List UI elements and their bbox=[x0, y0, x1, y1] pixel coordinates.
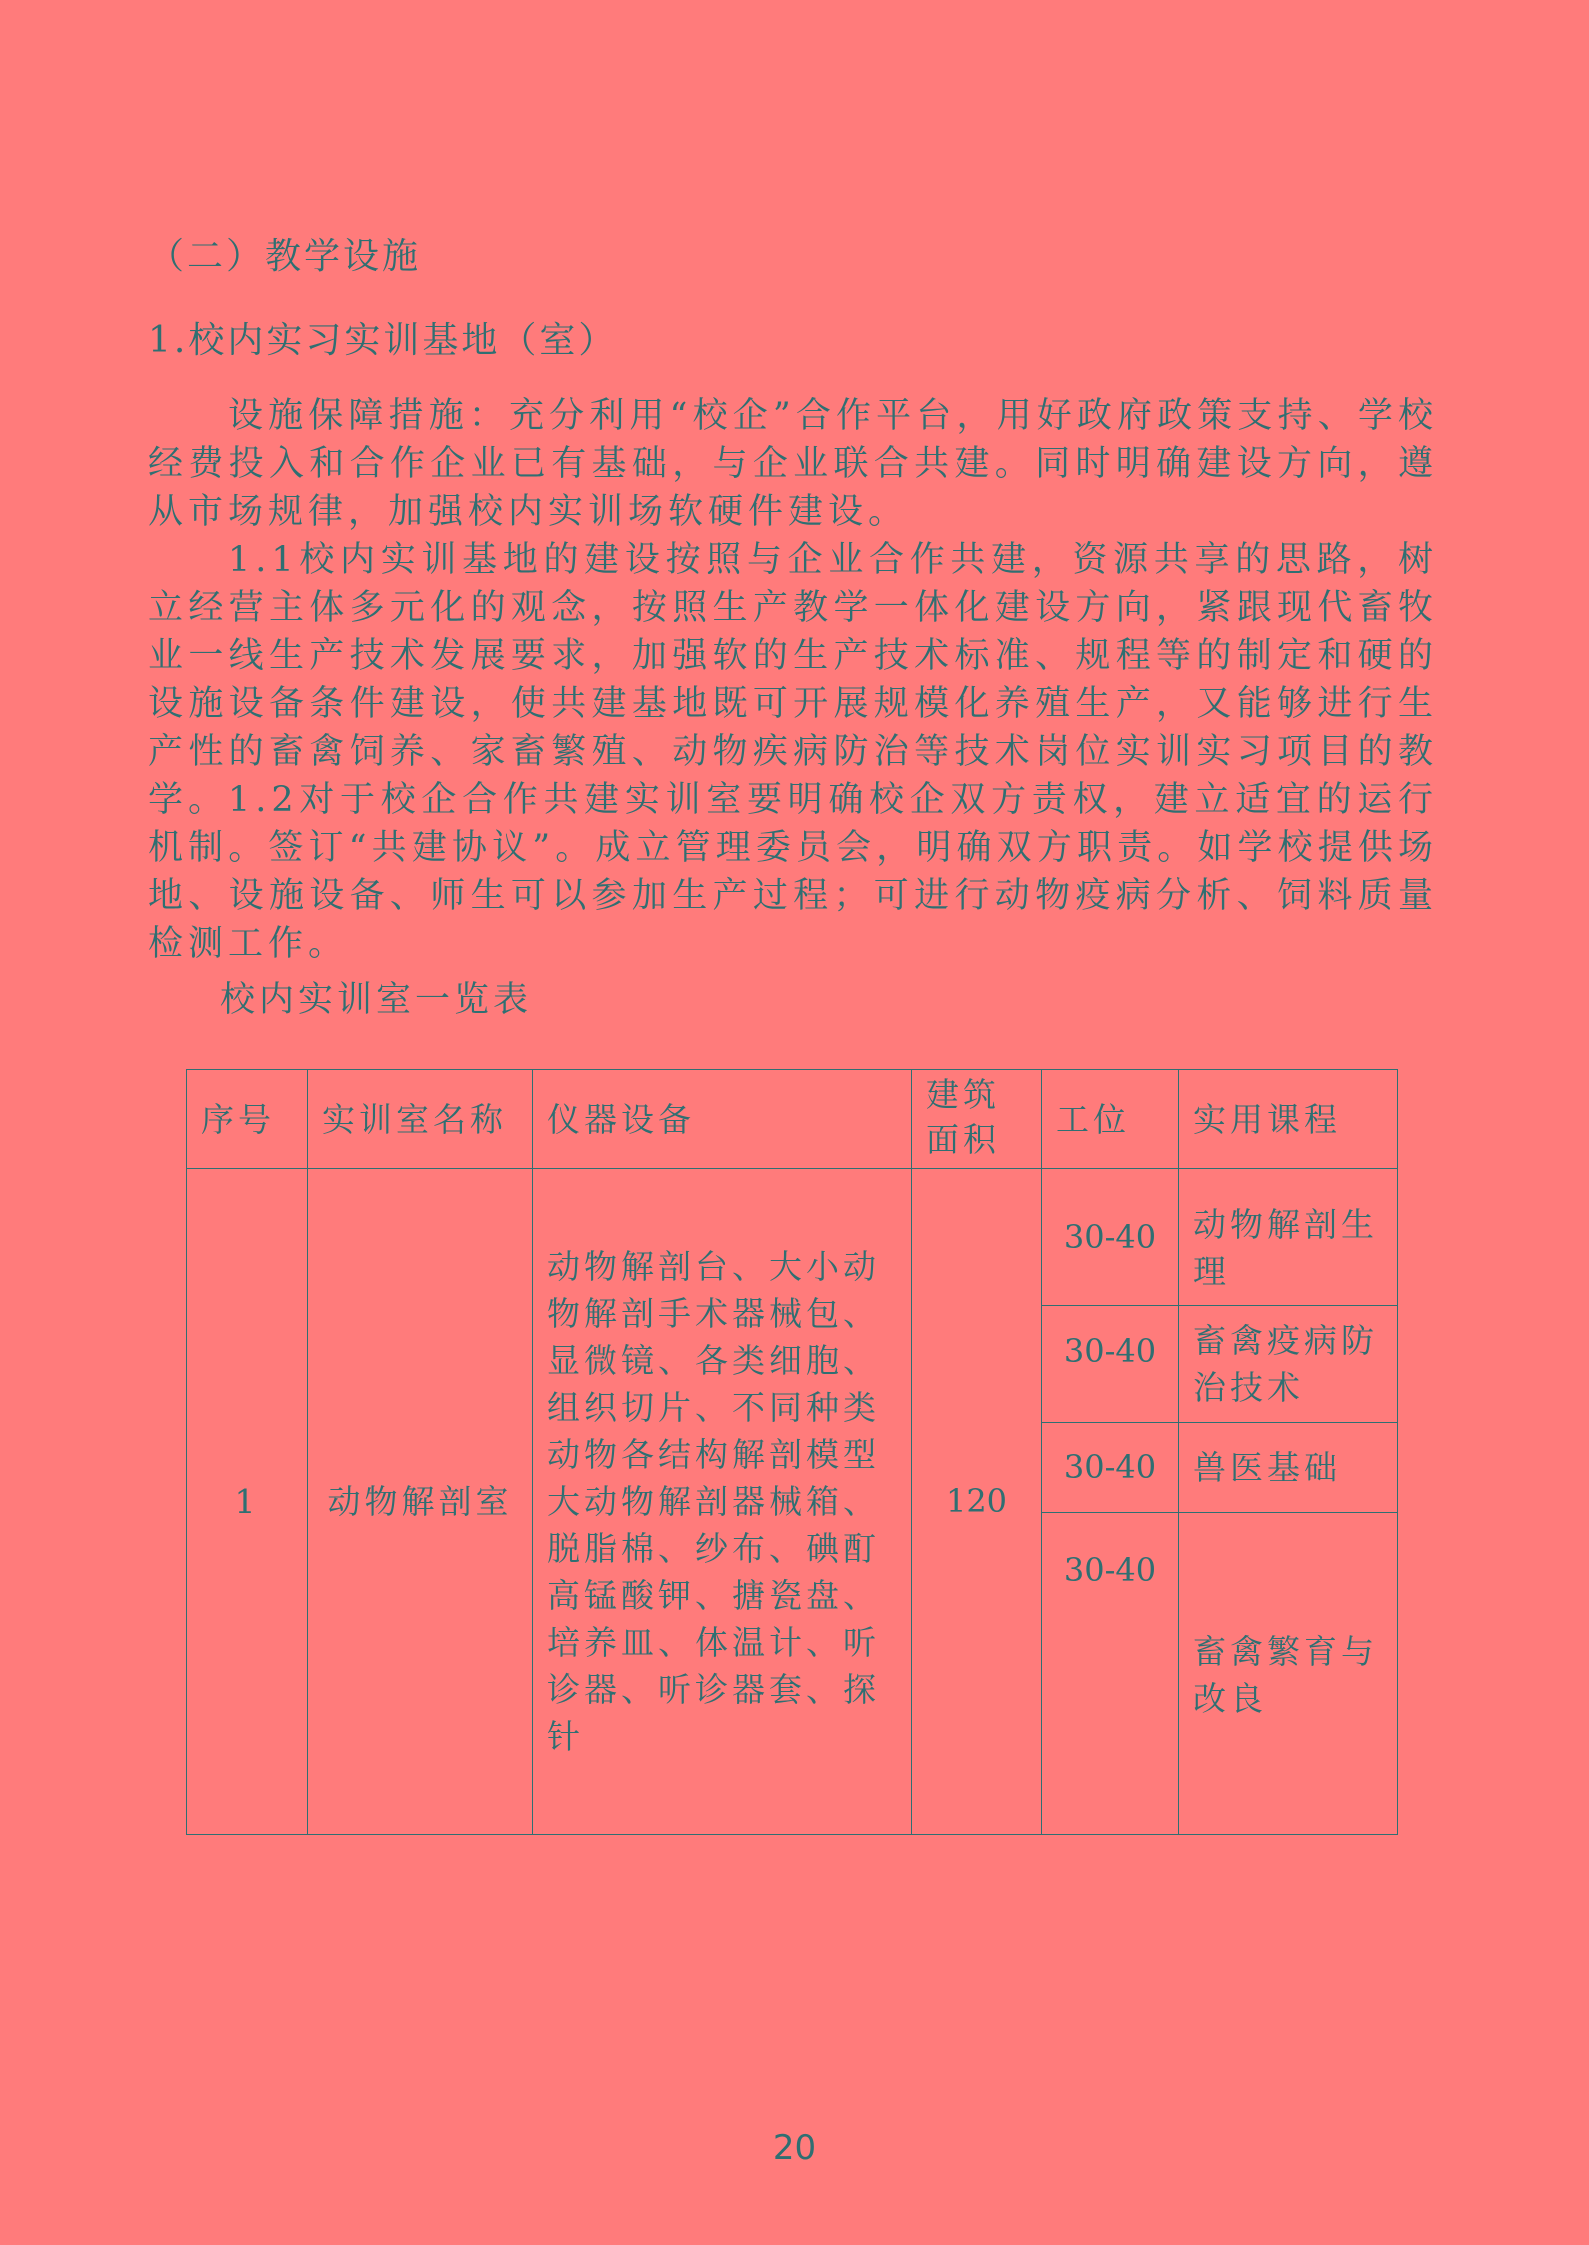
cell-stations: 30-40 bbox=[1042, 1169, 1179, 1306]
page-number: 20 bbox=[772, 2128, 817, 2168]
header-name: 实训室名称 bbox=[308, 1070, 533, 1169]
header-equipment: 仪器设备 bbox=[533, 1070, 912, 1169]
cell-stations: 30-40 bbox=[1042, 1513, 1179, 1835]
subsection-heading: 1.校内实习实训基地（室） bbox=[148, 320, 618, 361]
cell-course: 动物解剖生理 bbox=[1179, 1169, 1398, 1306]
cell-room-name: 动物解剖室 bbox=[308, 1169, 533, 1835]
paragraph-base-construction: 1.1校内实训基地的建设按照与企业合作共建，资源共享的思路，树立经营主体多元化的观念，按照生产教学一体化建设方向，紧跟现代畜牧业一线生产技术发展要求，加强软的生产技术标准、规程等的制定和硬的设施设备条件建设，使共建基地既可开展规模化养殖生产，又能够进行生产性的畜禽饲养、家畜繁殖、动物疾病防治等技术岗位实训实习项目的教学。 bbox=[148, 540, 1438, 820]
cell-no: 1 bbox=[187, 1169, 308, 1835]
cell-course: 畜禽繁育与改良 bbox=[1179, 1513, 1398, 1835]
cell-course: 畜禽疫病防治技术 bbox=[1179, 1306, 1398, 1423]
header-stations: 工位 bbox=[1042, 1070, 1179, 1169]
header-area: 建筑面积 bbox=[912, 1070, 1042, 1169]
training-room-table bbox=[186, 1069, 1398, 1835]
paragraph-facility-measures: 设施保障措施：充分利用“校企”合作平台，用好政府政策支持、学校经费投入和合作企业已有基础，与企业联合共建。同时明确建设方向，遵从市场规律，加强校内实训场软硬件建设。 bbox=[148, 396, 1438, 532]
paragraph-cooperation: 1.2对于校企合作共建实训室要明确校企双方责权，建立适宜的运行机制。签订“共建协议”。成立管理委员会，明确双方职责。如学校提供场地、设施设备、师生可以参加生产过程；可进行动物疫病分析、饲料质量检测工作。 bbox=[148, 780, 1438, 964]
cell-equipment: 动物解剖台、大小动物解剖手术器械包、显微镜、各类细胞、组织切片、不同种类动物各结构解剖模型大动物解剖器械箱、脱脂棉、纱布、碘酊高锰酸钾、搪瓷盘、培养皿、体温计、听诊器、听诊器套、探针 bbox=[533, 1169, 912, 1835]
table-caption: 校内实训室一览表 bbox=[220, 980, 533, 1020]
table-row bbox=[187, 1169, 1398, 1306]
section-heading: （二）教学设施 bbox=[148, 236, 422, 277]
cell-course: 兽医基础 bbox=[1179, 1423, 1398, 1513]
header-courses: 实用课程 bbox=[1179, 1070, 1398, 1169]
header-no: 序号 bbox=[187, 1070, 308, 1169]
cell-stations: 30-40 bbox=[1042, 1423, 1179, 1513]
cell-area: 120 bbox=[912, 1169, 1042, 1835]
table-header-row bbox=[187, 1070, 1398, 1169]
cell-stations: 30-40 bbox=[1042, 1306, 1179, 1423]
